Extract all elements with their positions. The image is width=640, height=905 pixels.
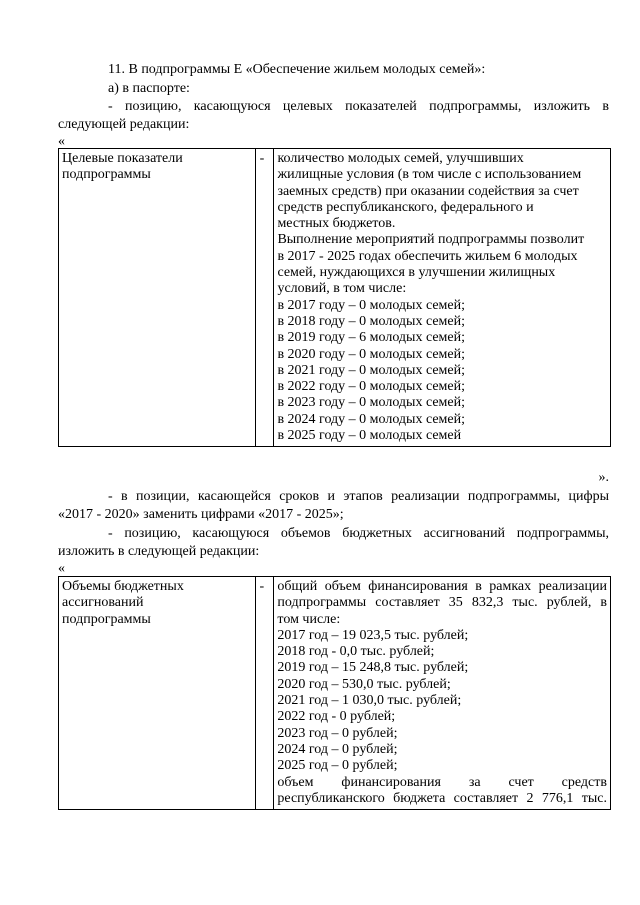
budget-content-line: общий объем финансирования в рамках реализации <box>277 579 607 594</box>
subsection-a: а) в паспорте: <box>108 81 190 96</box>
budget-table <box>58 576 611 810</box>
targets-content-line: в 2017 году – 0 молодых семей; <box>277 297 466 313</box>
targets-content-line: в 2019 году – 6 молодых семей; <box>277 330 466 346</box>
targets-content-line: в 2021 году – 0 молодых семей; <box>277 362 466 378</box>
targets-content-line: местных бюджетов. <box>277 216 396 232</box>
budget-content-line: 2022 год - 0 рублей; <box>277 709 396 725</box>
targets-content-line: Выполнение мероприятий подпрограммы позволит <box>277 232 585 248</box>
open-quote-2: « <box>58 561 65 576</box>
budget-content-line: республиканского бюджета составляет 2 776,1 тыс. <box>277 790 607 806</box>
instruction-2-line-1: - в позиции, касающейся сроков и этапов реализации подпрограммы, цифры <box>108 489 609 504</box>
budget-content-line: 2017 год – 19 023,5 тыс. рублей; <box>277 627 469 643</box>
table-row <box>59 149 611 447</box>
budget-content-line: 2019 год – 15 248,8 тыс. рублей; <box>277 660 469 676</box>
targets-content-line: средств республиканского, федерального и <box>277 199 534 215</box>
budget-label-line: ассигнований <box>62 595 144 611</box>
targets-table <box>58 148 611 447</box>
budget-content-line: 2020 год – 530,0 тыс. рублей; <box>277 676 451 692</box>
budget-content-line: 2025 год – 0 рублей; <box>277 758 398 774</box>
section-heading: 11. В подпрограммы Е «Обеспечение жильем молодых семей»: <box>108 62 486 77</box>
budget-label-line: подпрограммы <box>62 611 151 627</box>
targets-content-line: условий, в том числе: <box>277 281 407 297</box>
budget-content-cell <box>274 577 611 810</box>
budget-content-line: 2023 год – 0 рублей; <box>277 725 398 741</box>
instruction-1-line-1: - позицию, касающуюся целевых показателей подпрограммы, изложить в <box>108 99 609 114</box>
targets-label-line: Целевые показатели <box>62 151 183 166</box>
instruction-2-line-2: «2017 - 2020» заменить цифрами «2017 - 2025»; <box>58 507 344 522</box>
targets-content-line: в 2017 - 2025 годах обеспечить жильем 6 молодых <box>277 248 578 264</box>
targets-content-line: семей, нуждающихся в улучшении жилищных <box>277 265 556 281</box>
targets-content-line: в 2018 году – 0 молодых семей; <box>277 313 466 329</box>
instruction-1-line-2: следующей редакции: <box>58 117 190 132</box>
budget-content-line: подпрограммы составляет 35 832,3 тыс. рублей, в <box>277 595 607 611</box>
instruction-3-line-2: изложить в следующей редакции: <box>58 544 260 559</box>
targets-label-cell <box>59 149 256 447</box>
targets-content-line: в 2024 году – 0 молодых семей; <box>277 411 466 427</box>
targets-content-line: в 2025 году – 0 молодых семей <box>277 428 462 444</box>
targets-content-line: заемных средств) при оказании содействия за счет <box>277 183 579 199</box>
targets-content-line: жилищные условия (в том числе с использованием <box>277 167 582 183</box>
budget-content-line: 2021 год – 1 030,0 тыс. рублей; <box>277 693 462 709</box>
targets-content-line: в 2020 году – 0 молодых семей; <box>277 346 466 362</box>
budget-label-cell <box>59 577 256 810</box>
budget-content-line: объем финансирования за счет средств <box>277 774 607 790</box>
targets-dash-cell: - <box>255 149 274 447</box>
budget-dash-cell: - <box>255 577 274 810</box>
instruction-3-line-1: - позицию, касающуюся объемов бюджетных ассигнований подпрограммы, <box>108 526 609 541</box>
targets-content-line: количество молодых семей, улучшивших <box>277 151 524 166</box>
table-row <box>59 577 611 810</box>
targets-content-line: в 2023 году – 0 молодых семей; <box>277 395 466 411</box>
targets-content-cell <box>274 149 611 447</box>
budget-label-line: Объемы бюджетных <box>62 579 184 594</box>
budget-content-line: 2018 год - 0,0 тыс. рублей; <box>277 644 435 660</box>
budget-content-line: 2024 год – 0 рублей; <box>277 741 398 757</box>
targets-label-line: подпрограммы <box>62 167 151 183</box>
open-quote-1: « <box>58 134 65 149</box>
budget-content-line: том числе: <box>277 611 341 627</box>
close-quote-1: ». <box>598 470 609 485</box>
targets-content-line: в 2022 году – 0 молодых семей; <box>277 379 466 395</box>
